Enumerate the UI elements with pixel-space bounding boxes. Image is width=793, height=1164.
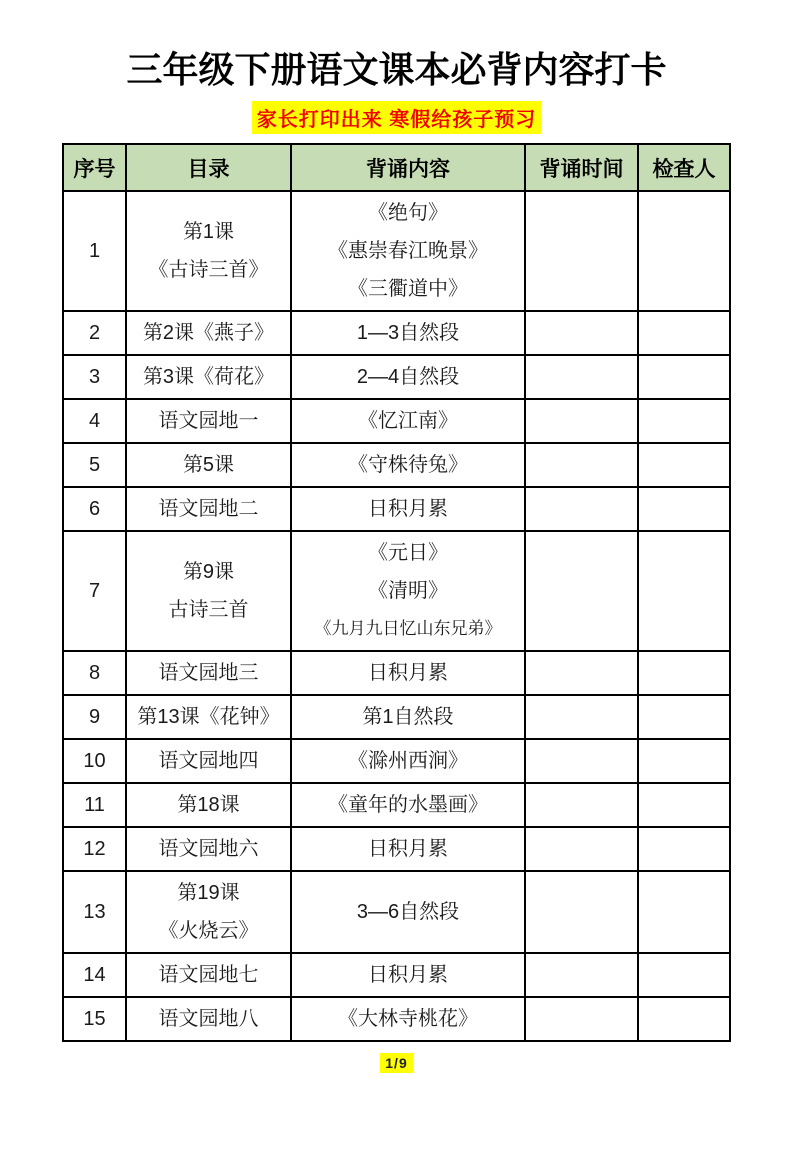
cell-content: 3—6自然段: [291, 871, 525, 953]
cell-time: [525, 953, 638, 997]
table-row: [63, 311, 730, 355]
cell-content: 《元日》 《清明》 《九月九日忆山东兄弟》: [291, 531, 525, 651]
table-row: [63, 695, 730, 739]
cell-time: [525, 695, 638, 739]
table-header-row: [63, 144, 730, 191]
cell-index: 14: [63, 953, 126, 997]
cell-content: 第1自然段: [291, 695, 525, 739]
cell-checker: [638, 997, 730, 1041]
cell-content: 《守株待兔》: [291, 443, 525, 487]
table-row: [63, 487, 730, 531]
cell-time: [525, 871, 638, 953]
header-cell-time: 背诵时间: [525, 144, 638, 191]
header-cell-catalog: 目录: [126, 144, 291, 191]
cell-time: [525, 783, 638, 827]
cell-index: 4: [63, 399, 126, 443]
cell-time: [525, 997, 638, 1041]
cell-checker: [638, 191, 730, 311]
table-row: [63, 783, 730, 827]
cell-content: 《绝句》 《惠崇春江晚景》 《三衢道中》: [291, 191, 525, 311]
cell-time: [525, 487, 638, 531]
cell-catalog: 第2课《燕子》: [126, 311, 291, 355]
table-row: [63, 651, 730, 695]
cell-index: 9: [63, 695, 126, 739]
table-row: [63, 355, 730, 399]
cell-checker: [638, 355, 730, 399]
cell-catalog: 语文园地二: [126, 487, 291, 531]
cell-catalog: 第13课《花钟》: [126, 695, 291, 739]
cell-content: 2—4自然段: [291, 355, 525, 399]
cell-catalog: 语文园地四: [126, 739, 291, 783]
cell-catalog: 语文园地六: [126, 827, 291, 871]
cell-catalog: 第19课 《火烧云》: [126, 871, 291, 953]
cell-time: [525, 531, 638, 651]
cell-index: 1: [63, 191, 126, 311]
cell-checker: [638, 487, 730, 531]
cell-time: [525, 311, 638, 355]
cell-catalog: 语文园地八: [126, 997, 291, 1041]
cell-index: 8: [63, 651, 126, 695]
cell-checker: [638, 871, 730, 953]
cell-index: 10: [63, 739, 126, 783]
table-row: [63, 997, 730, 1041]
recitation-table: [62, 143, 731, 1042]
cell-time: [525, 827, 638, 871]
cell-checker: [638, 399, 730, 443]
table-row: [63, 827, 730, 871]
cell-checker: [638, 695, 730, 739]
table-body: [63, 191, 730, 1041]
cell-checker: [638, 783, 730, 827]
cell-catalog: 语文园地一: [126, 399, 291, 443]
header-cell-index: 序号: [63, 144, 126, 191]
cell-checker: [638, 311, 730, 355]
cell-catalog: 第3课《荷花》: [126, 355, 291, 399]
cell-index: 15: [63, 997, 126, 1041]
cell-checker: [638, 739, 730, 783]
cell-index: 2: [63, 311, 126, 355]
cell-content: 日积月累: [291, 487, 525, 531]
cell-time: [525, 399, 638, 443]
cell-time: [525, 191, 638, 311]
cell-catalog: 第1课 《古诗三首》: [126, 191, 291, 311]
page-number: 1/9: [380, 1053, 412, 1073]
header-cell-content: 背诵内容: [291, 144, 525, 191]
table-row: [63, 531, 730, 651]
page-title: 三年级下册语文课本必背内容打卡: [126, 49, 667, 90]
cell-index: 12: [63, 827, 126, 871]
cell-checker: [638, 443, 730, 487]
table-row: [63, 739, 730, 783]
cell-content: 日积月累: [291, 827, 525, 871]
cell-checker: [638, 953, 730, 997]
table-row: [63, 953, 730, 997]
cell-index: 11: [63, 783, 126, 827]
cell-catalog: 第9课 古诗三首: [126, 531, 291, 651]
cell-content: 1—3自然段: [291, 311, 525, 355]
cell-content: 《大林寺桃花》: [291, 997, 525, 1041]
cell-catalog: 语文园地七: [126, 953, 291, 997]
cell-content: 《滁州西涧》: [291, 739, 525, 783]
cell-index: 7: [63, 531, 126, 651]
cell-catalog: 第5课: [126, 443, 291, 487]
table-row: [63, 871, 730, 953]
cell-catalog: 语文园地三: [126, 651, 291, 695]
table-row: [63, 399, 730, 443]
cell-catalog: 第18课: [126, 783, 291, 827]
header-cell-checker: 检查人: [638, 144, 730, 191]
cell-index: 3: [63, 355, 126, 399]
cell-content: 《忆江南》: [291, 399, 525, 443]
cell-time: [525, 651, 638, 695]
cell-checker: [638, 827, 730, 871]
table-row: [63, 191, 730, 311]
subtitle-highlight: 家长打印出来 寒假给孩子预习: [252, 101, 542, 134]
cell-time: [525, 739, 638, 783]
cell-time: [525, 443, 638, 487]
footer-row: [0, 1053, 793, 1073]
cell-content: 日积月累: [291, 953, 525, 997]
subtitle-row: [0, 101, 793, 134]
table-row: [63, 443, 730, 487]
cell-time: [525, 355, 638, 399]
cell-content: 《童年的水墨画》: [291, 783, 525, 827]
cell-content: 日积月累: [291, 651, 525, 695]
cell-checker: [638, 651, 730, 695]
cell-checker: [638, 531, 730, 651]
cell-index: 13: [63, 871, 126, 953]
cell-index: 5: [63, 443, 126, 487]
cell-index: 6: [63, 487, 126, 531]
